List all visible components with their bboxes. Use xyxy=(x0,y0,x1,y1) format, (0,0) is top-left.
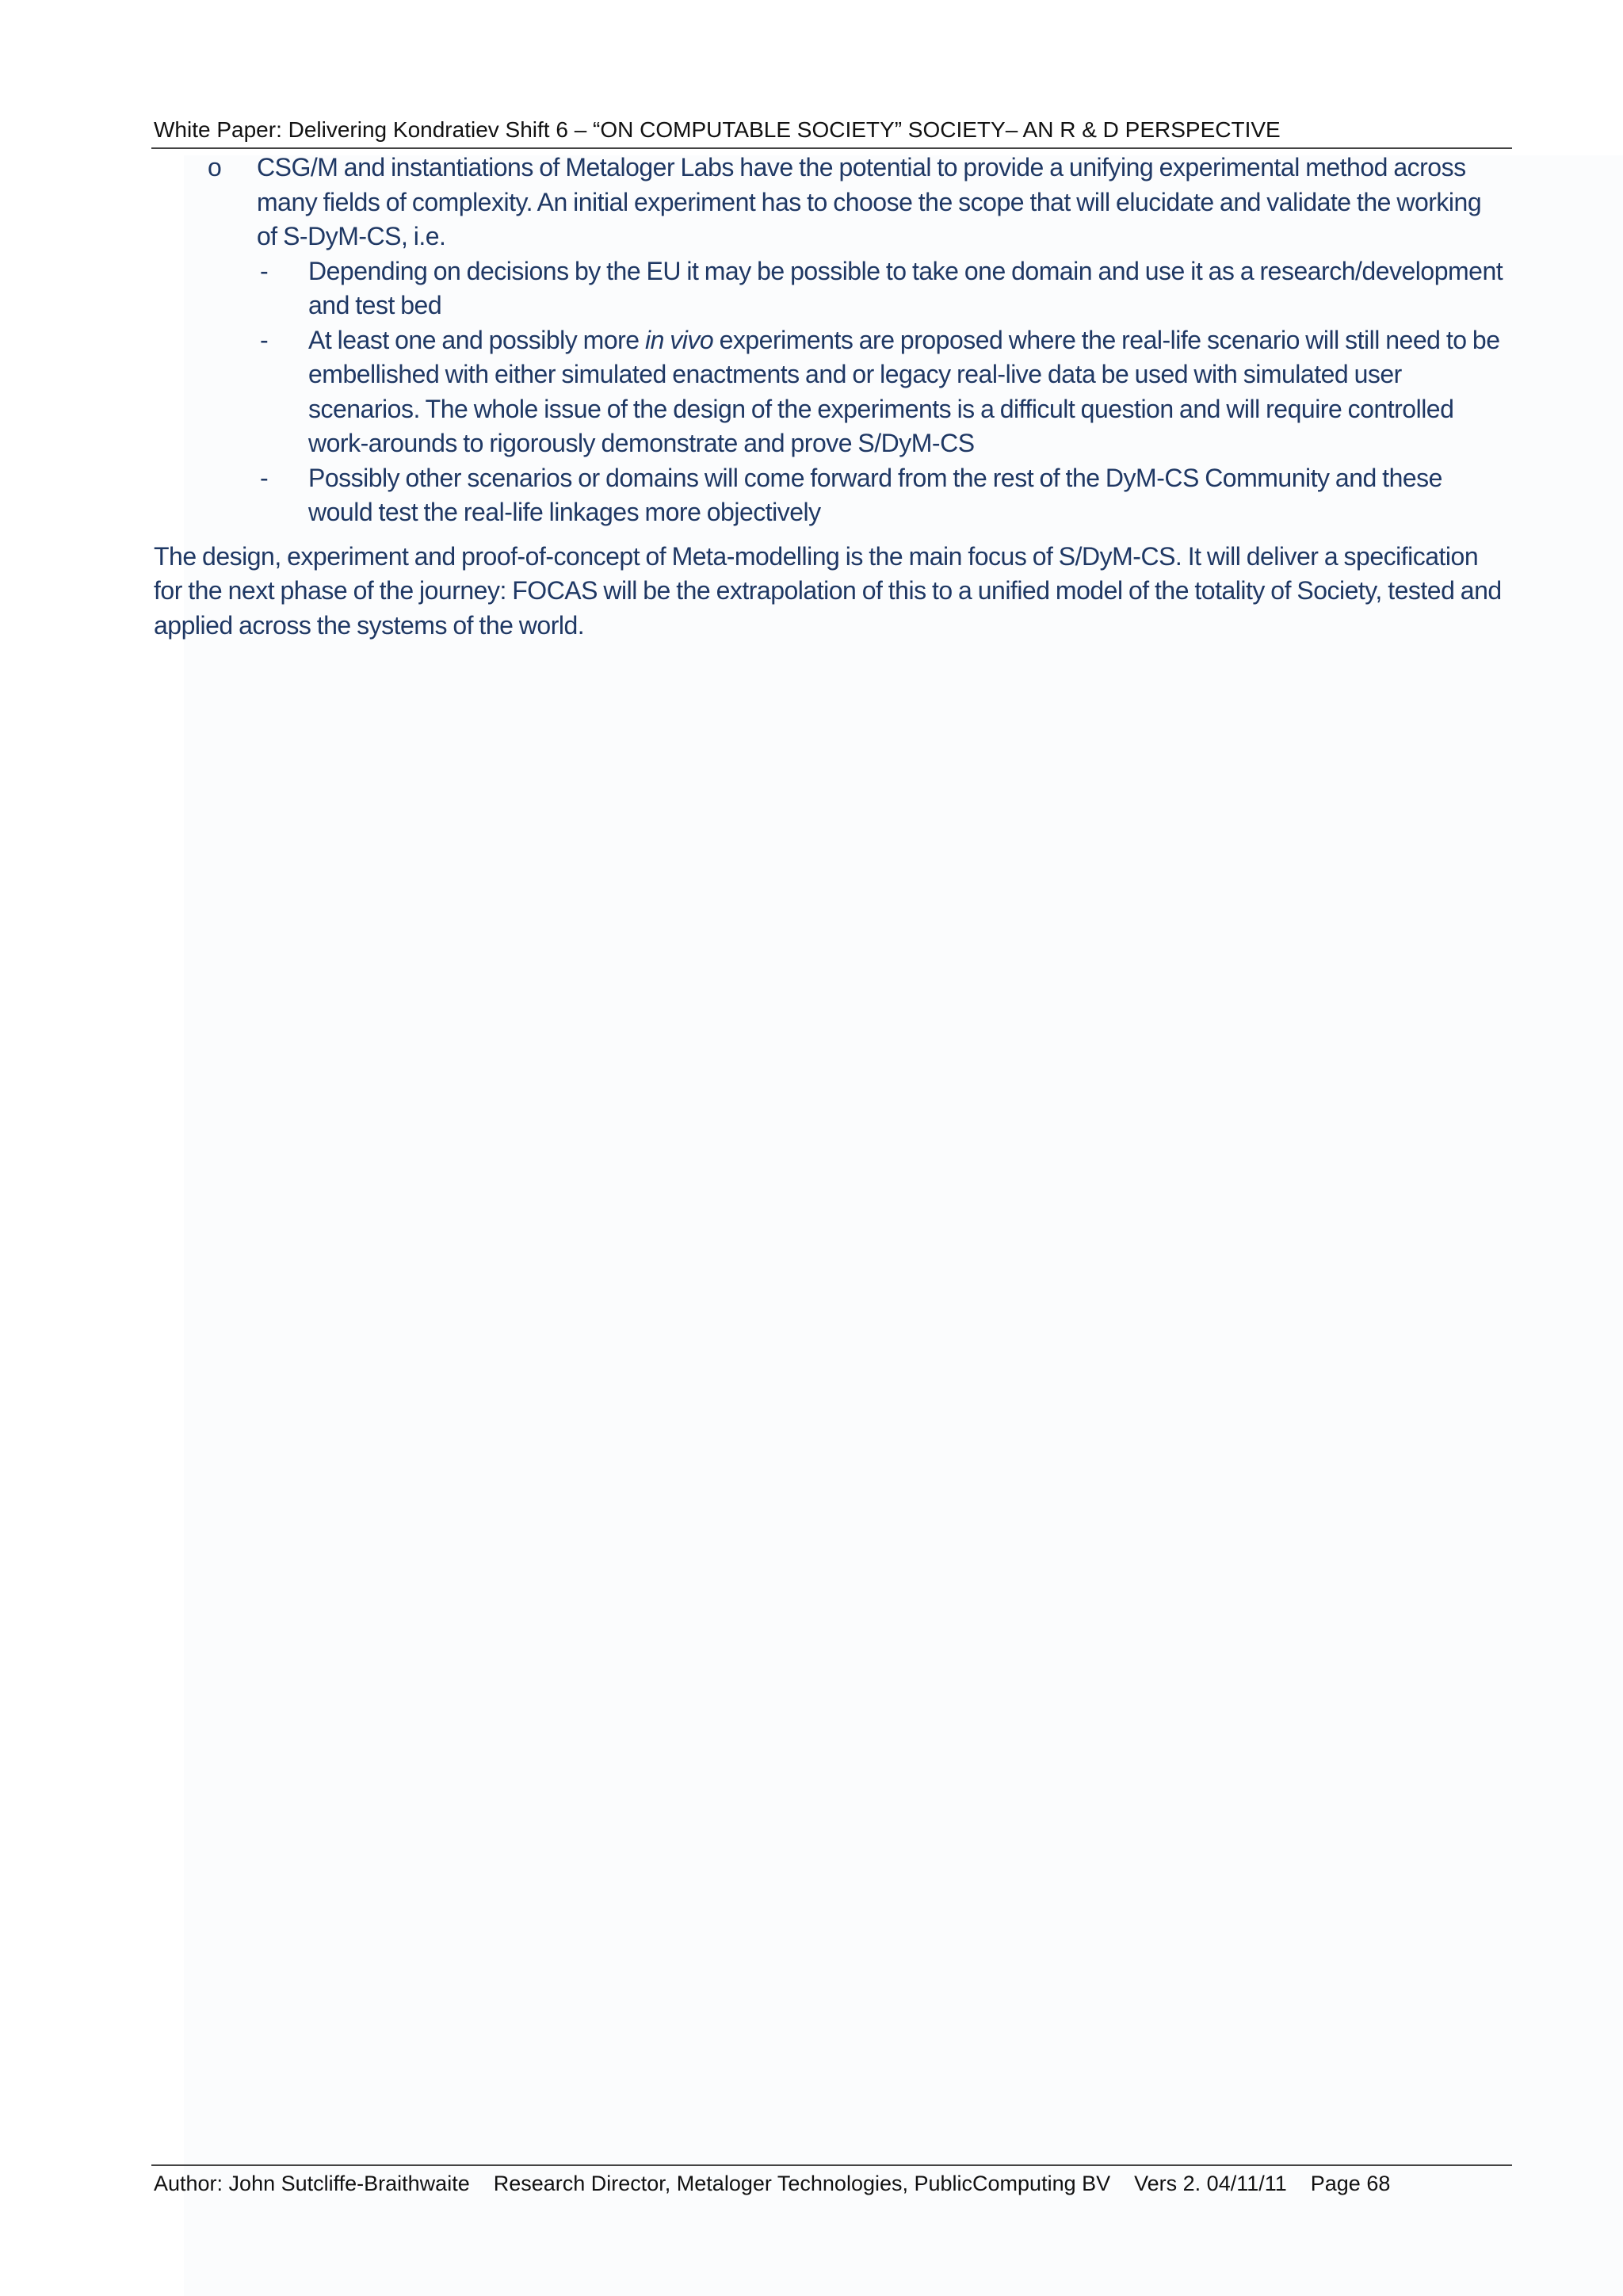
sub-item-text: Depending on decisions by the EU it may be possible to take one domain and use it as a research/development and test bed xyxy=(308,256,1503,319)
dash-bullet-icon: - xyxy=(260,463,269,492)
list-item xyxy=(154,323,1517,461)
page-footer xyxy=(154,2168,1510,2199)
dash-bullet-icon: - xyxy=(260,325,269,354)
footer-divider xyxy=(151,2164,1512,2166)
page-header: White Paper: Delivering Kondratiev Shift 6 – “ON COMPUTABLE SOCIETY” SOCIETY– AN R & D PERSPECTIVE xyxy=(154,117,1281,142)
sub-item-italic-text: in vivo xyxy=(644,325,714,354)
conclusion-paragraph: The design, experiment and proof-of-concept of Meta-modelling is the main focus of S/DyM-CS. It will deliver a specification for the next phase of the journey: FOCAS will be the extrapolation of this to a unified model of the totality of Society, tested and applied across the systems of the world. xyxy=(154,541,1502,640)
hollow-bullet-icon: o xyxy=(208,153,222,181)
bullet-item xyxy=(154,151,1517,254)
bullet-text: CSG/M and instantiations of Metaloger Labs have the potential to provide a unifying experimental method across many fields of complexity. An initial experiment has to choose the scope that will elucidate and validate the working of S-DyM-CS, i.e. xyxy=(257,153,1482,250)
footer-page-number: Page 68 xyxy=(1310,2172,1391,2195)
sub-item-list xyxy=(154,254,1517,530)
sub-item-text-after: experiments are proposed where the real-life scenario will still need to be embellished with either simulated enactments and or legacy real-live data be used with simulated user scenarios. The whole issue of the design of the experiments is a difficult question and will require controlled work-arounds to rigorously demonstrate and prove S/DyM-CS xyxy=(308,325,1500,457)
sub-item-text: Possibly other scenarios or domains will come forward from the rest of the DyM-CS Community and these would test the real-life linkages more objectively xyxy=(308,463,1442,526)
header-divider xyxy=(151,147,1512,149)
footer-role: Research Director, Metaloger Technologies, PublicComputing BV xyxy=(493,2172,1111,2195)
main-content xyxy=(154,151,1517,668)
footer-version: Vers 2. 04/11/11 xyxy=(1134,2172,1287,2195)
list-item xyxy=(154,254,1517,323)
sub-item-text-before: At least one and possibly more xyxy=(308,325,645,354)
dash-bullet-icon: - xyxy=(260,256,269,285)
list-item xyxy=(154,461,1517,530)
footer-author: Author: John Sutcliffe-Braithwaite xyxy=(154,2172,470,2195)
